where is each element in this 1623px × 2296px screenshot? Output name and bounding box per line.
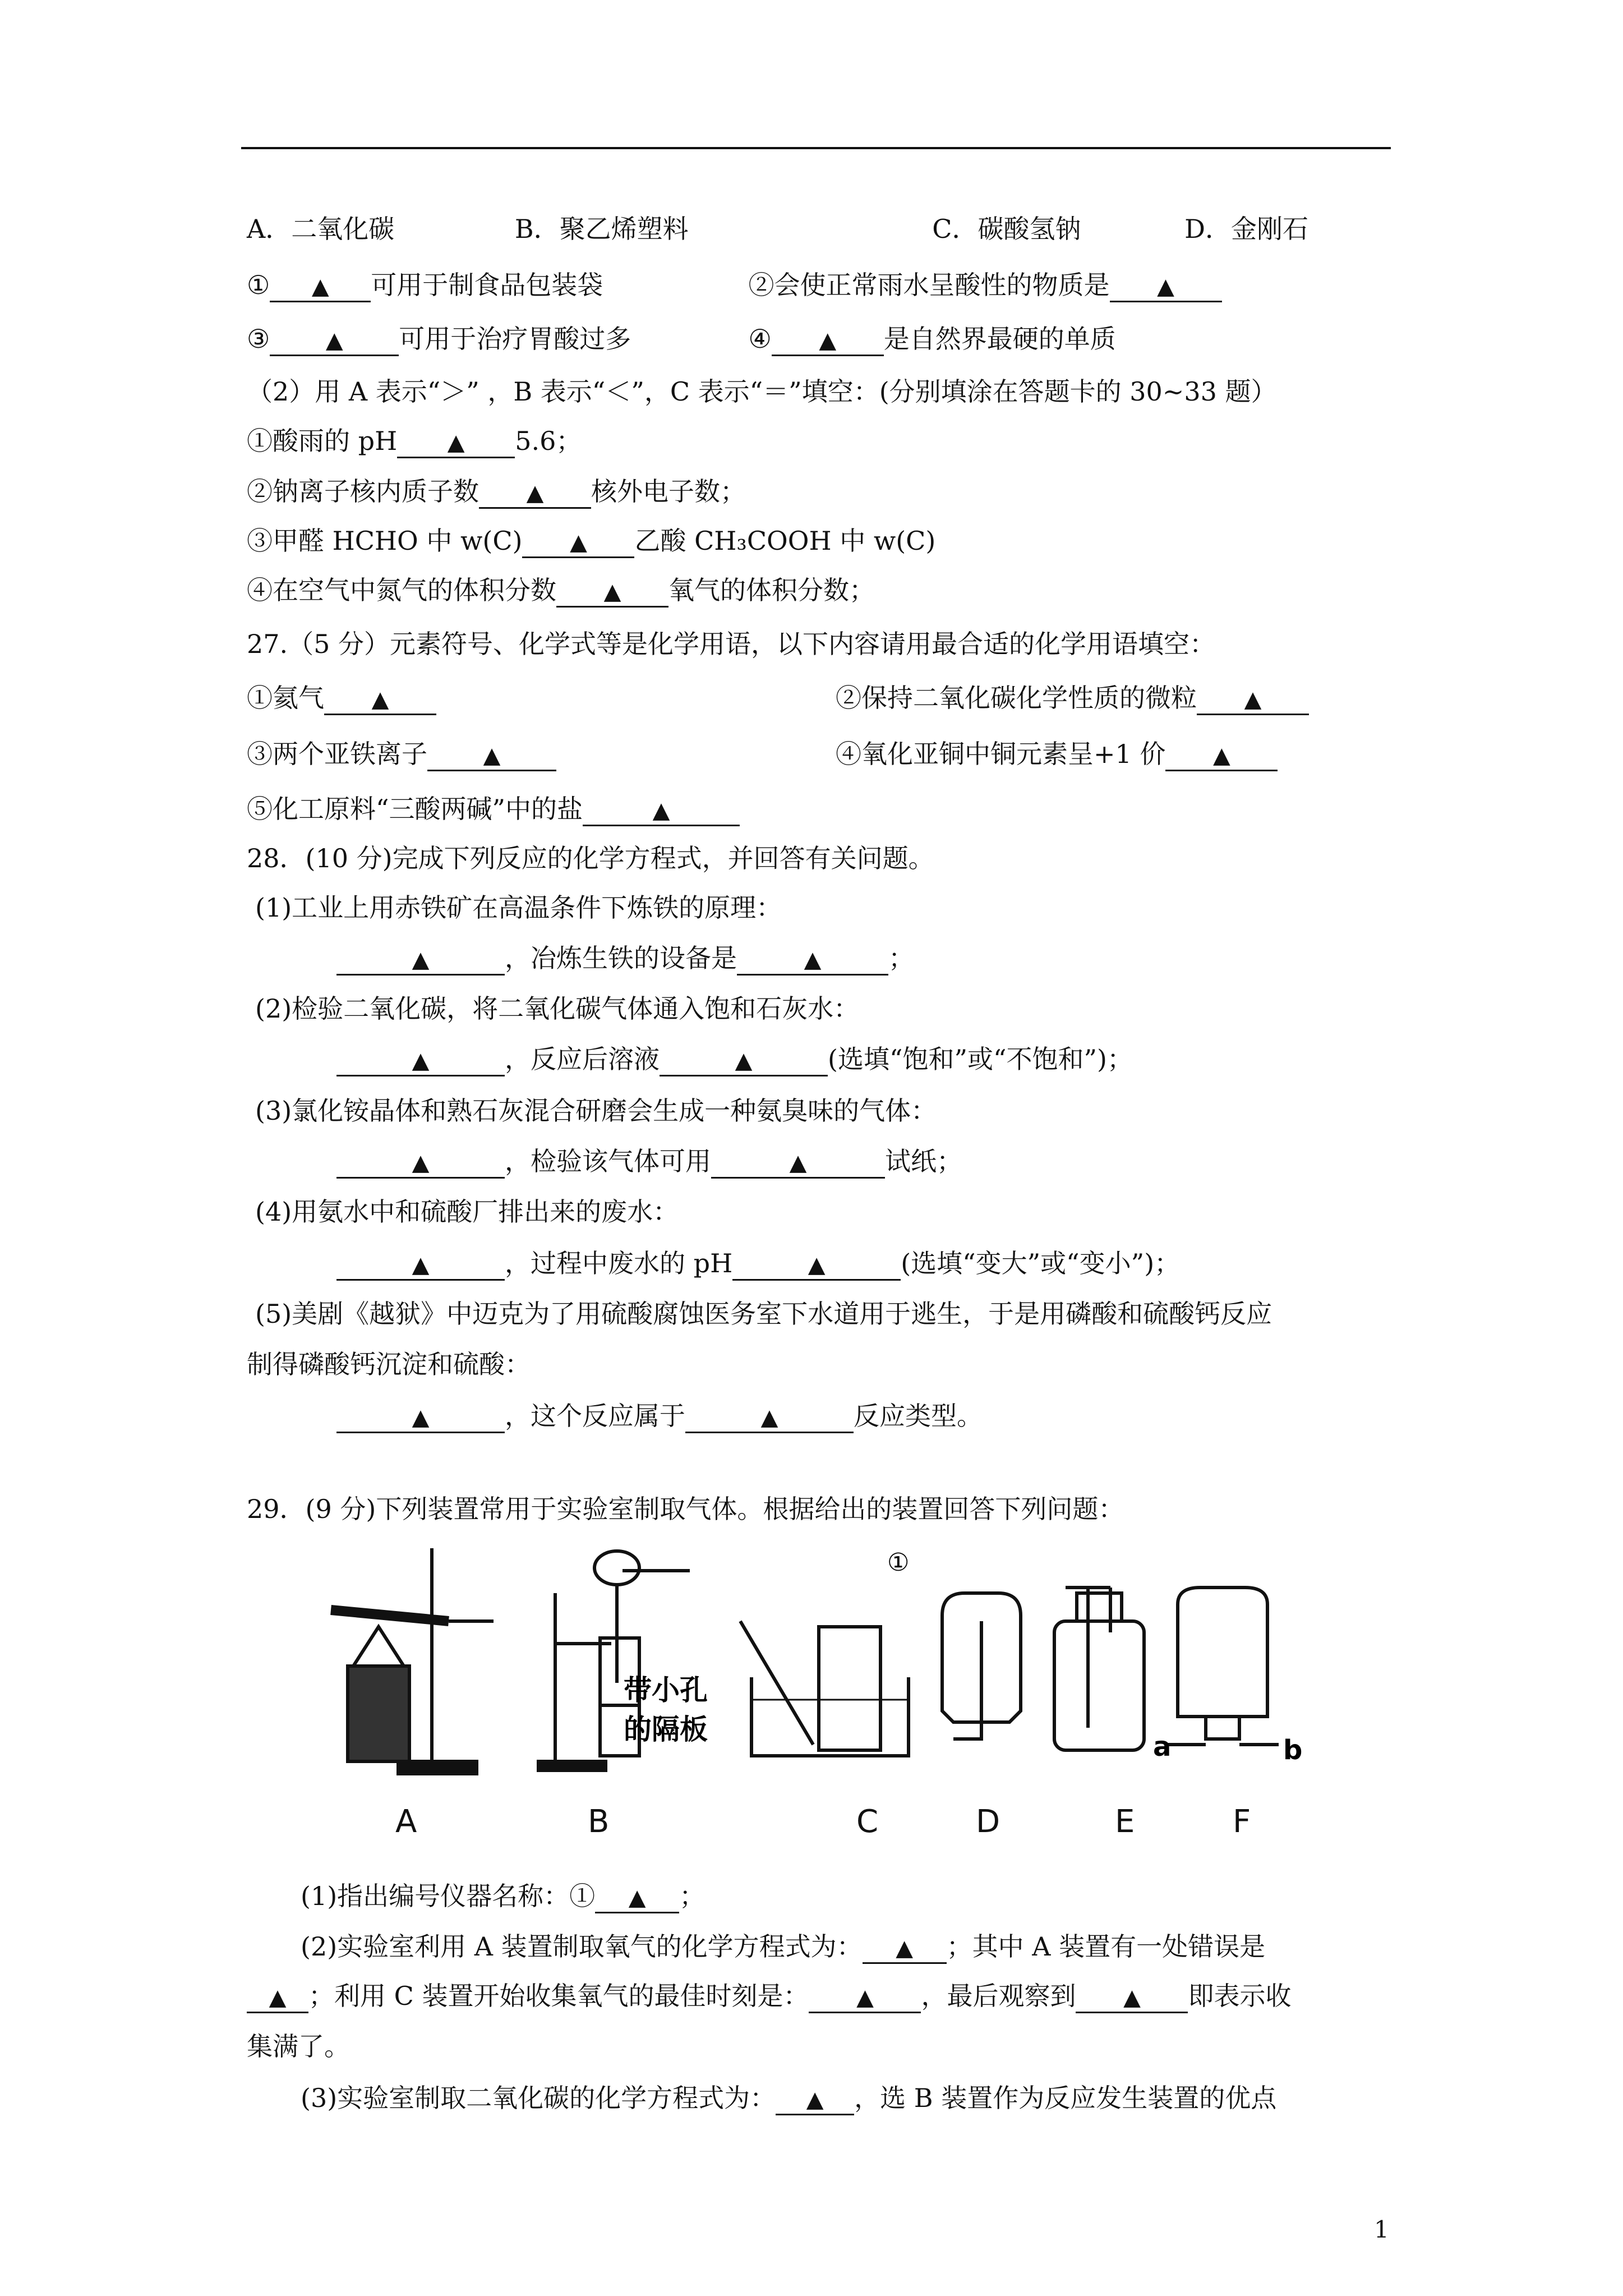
answer-blank[interactable] [1110,271,1222,302]
triangle-icon: ▲ [526,480,544,506]
triangle-icon: ▲ [412,1405,430,1430]
partition-label-2: 的隔板 [624,1713,708,1746]
q27-row2 [247,737,556,771]
partition-label-1: 带小孔 [624,1674,708,1706]
q27-row2-right [836,737,1278,771]
answer-blank[interactable] [583,795,740,826]
item-marker: ③ [247,324,270,354]
figure-label-d: D [976,1803,1000,1840]
triangle-icon: ▲ [806,2087,824,2113]
q26-p2-item-2 [247,475,746,509]
answer-blank[interactable] [732,1249,901,1281]
item-text: 可用于治疗胃酸过多 [399,324,631,354]
answer-blank[interactable] [595,1882,679,1913]
q26-p2-item-4 [247,573,875,608]
q26-p2-intro: （2）用 A 表示“＞” ，B 表示“＜”，C 表示“＝”填空：(分别填涂在答题卡的 30~33 题） [247,376,1277,407]
item-text: ④氧化亚铜中铜元素呈+1 价 [836,739,1166,769]
item-text: ； [888,943,914,973]
q28-s1-answer [336,941,914,976]
triangle-icon: ▲ [1157,274,1174,300]
answer-blank[interactable] [711,1147,885,1179]
q26-p2-item-3 [247,524,935,558]
answer-blank[interactable] [1165,740,1278,771]
q28-s3-answer [336,1144,962,1179]
item-text: (1)指出编号仪器名称：① [301,1881,596,1911]
apparatus-e [1054,1588,1144,1750]
triangle-icon: ▲ [1123,1985,1141,2010]
q28-s2-answer [336,1042,1133,1076]
q26-p2-item-1 [247,424,582,458]
answer-blank[interactable] [270,271,371,302]
item-text: ，冶炼生铁的设备是 [505,943,737,973]
triangle-icon: ▲ [412,1048,430,1074]
q26-p1-row2 [247,322,1116,356]
q27-title: 27.（5 分）元素符号、化学式等是化学用语，以下内容请用最合适的化学用语填空： [247,629,1216,659]
item-text: ③甲醛 HCHO 中 w(C) [247,526,523,556]
q28-s3: (3)氯化铵晶体和熟石灰混合研磨会生成一种氨臭味的气体： [255,1096,937,1126]
answer-blank[interactable] [660,1045,828,1076]
item-text: ；其中 A 装置有一处错误是 [946,1931,1266,1962]
option-c: C．碳酸氢钠 [932,214,1081,244]
triangle-icon: ▲ [628,1885,646,1911]
figure-label-e: E [1115,1803,1135,1840]
triangle-icon: ▲ [652,798,670,823]
answer-blank[interactable] [1076,1982,1188,2013]
item-text: ⑤化工原料“三酸两碱”中的盐 [247,794,583,824]
triangle-icon: ▲ [447,430,465,455]
item-text: (选填“变大”或“变小”)； [901,1248,1181,1278]
triangle-icon: ▲ [856,1985,874,2010]
item-marker: ① [247,270,270,300]
port-a-label: a [1153,1731,1172,1763]
item-text: (2)实验室利用 A 装置制取氧气的化学方程式为： [301,1931,863,1962]
option-d: D．金刚石 [1184,214,1309,244]
q27-row1-right [836,681,1309,715]
q26-p1-row1 [247,268,1222,302]
triangle-icon: ▲ [1213,743,1230,769]
figure-label-b: B [588,1803,610,1840]
item-text: ，过程中废水的 pH [505,1248,733,1278]
figure-label-f: F [1233,1803,1251,1840]
item-text: ；利用 C 装置开始收集氧气的最佳时刻是： [308,1981,809,2011]
answer-blank[interactable] [863,1932,947,1964]
option-a: A．二氧化碳 [247,214,395,244]
answer-blank[interactable] [522,527,634,558]
triangle-icon: ▲ [735,1048,753,1074]
answer-blank[interactable] [336,1147,505,1179]
item-text: ，选 B 装置作为反应发生装置的优点 [854,2083,1277,2113]
q28-s4-answer [336,1246,1180,1281]
q28-s5-answer [336,1399,983,1433]
figure-label-a: A [395,1803,417,1840]
answer-blank[interactable] [772,325,884,356]
item-text: 试纸； [885,1146,962,1176]
item-marker: ④ [748,324,772,354]
answer-blank[interactable] [336,944,505,976]
answer-blank[interactable] [336,1402,505,1433]
q27-row3 [247,792,740,826]
item-text: ； [679,1881,706,1911]
answer-blank[interactable] [270,325,399,356]
port-b-label: b [1283,1734,1303,1766]
apparatus-a [331,1548,494,1774]
q28-s5-line1: (5)美剧《越狱》中迈克为了用硫酸腐蚀医务室下水道用于逃生，于是用磷酸和硫酸钙反应 [255,1299,1272,1329]
answer-blank[interactable] [685,1402,854,1433]
apparatus-c [740,1621,909,1756]
q29-s3 [301,2081,1276,2115]
q28-s5-line2: 制得磷酸钙沉淀和硫酸： [247,1349,531,1379]
q29-title: 29．(9 分)下列装置常用于实验室制取气体。根据给出的装置回答下列问题： [247,1494,1124,1524]
answer-blank[interactable] [247,1982,308,2013]
item-text: 是自然界最硬的单质 [883,324,1116,354]
q26-options [247,212,1308,246]
item-text: ②会使正常雨水呈酸性的物质是 [748,270,1110,300]
triangle-icon: ▲ [760,1405,778,1430]
item-text: ，最后观察到 [921,1981,1076,2011]
q29-s1 [301,1879,705,1913]
item-text: (选填“饱和”或“不饱和”)； [828,1044,1133,1074]
item-text: ，这个反应属于 [505,1401,685,1431]
triangle-icon: ▲ [819,328,837,353]
triangle-icon: ▲ [1244,687,1262,712]
q28-title: 28．(10 分)完成下列反应的化学方程式，并回答有关问题。 [247,843,934,873]
item-text: ④在空气中氮气的体积分数 [247,575,556,605]
header-rule [241,147,1391,149]
triangle-icon: ▲ [603,579,621,605]
apparatus-f [1166,1588,1279,1745]
answer-blank[interactable] [556,576,668,608]
triangle-icon: ▲ [311,274,329,300]
item-text: ②保持二氧化碳化学性质的微粒 [836,683,1197,713]
triangle-icon: ▲ [371,687,389,712]
item-text: 5.6； [515,426,582,456]
triangle-icon: ▲ [412,947,430,973]
option-b: B．聚乙烯塑料 [514,214,689,244]
answer-blank[interactable] [809,1982,921,2013]
triangle-icon: ▲ [412,1252,430,1278]
item-text: (3)实验室制取二氧化碳的化学方程式为： [301,2083,776,2113]
q28-s4: (4)用氨水中和硫酸厂排出来的废水： [255,1197,679,1227]
apparatus-d [942,1593,1021,1739]
answer-blank[interactable] [479,477,591,509]
triangle-icon: ▲ [896,1935,913,1961]
triangle-icon: ▲ [804,947,822,973]
item-text: ①酸雨的 pH [247,426,398,456]
q29-s2-line1 [301,1930,1265,1964]
answer-blank[interactable] [737,944,888,976]
figure-marker: ① [887,1548,910,1577]
item-text: ③两个亚铁离子 [247,739,427,769]
item-text: 核外电子数； [591,476,746,507]
figure-label-c: C [856,1803,879,1840]
answer-blank[interactable] [397,427,515,458]
triangle-icon: ▲ [325,328,343,353]
item-text: 反应类型。 [854,1401,983,1431]
item-text: ，反应后溶液 [505,1044,660,1074]
item-text: 氧气的体积分数； [668,575,875,605]
item-text: ②钠离子核内质子数 [247,476,479,507]
item-text: 乙酸 CH₃COOH 中 w(C) [634,526,936,556]
item-text: ①氦气 [247,683,324,713]
item-text: ，检验该气体可用 [505,1146,711,1176]
triangle-icon: ▲ [570,530,587,555]
answer-blank[interactable] [427,740,556,771]
q29-s2-line2 [247,1979,1291,2013]
triangle-icon: ▲ [483,743,501,769]
answer-blank[interactable] [336,1249,505,1281]
q29-s2-line3: 集满了。 [247,2031,350,2062]
triangle-icon: ▲ [269,1985,287,2010]
triangle-icon: ▲ [789,1150,807,1176]
answer-blank[interactable] [776,2084,854,2115]
q27-row1 [247,681,436,715]
apparatus-figure [314,1537,1324,1851]
answer-blank[interactable] [1197,684,1309,715]
item-text: 即表示收 [1188,1981,1292,2011]
answer-blank[interactable] [336,1045,505,1076]
triangle-icon: ▲ [808,1252,826,1278]
q28-s2: (2)检验二氧化碳，将二氧化碳气体通入饱和石灰水： [255,993,860,1024]
triangle-icon: ▲ [412,1150,430,1176]
page-number: 1 [1374,2216,1389,2243]
item-text: 可用于制食品包装袋 [371,270,603,300]
answer-blank[interactable] [324,684,436,715]
q28-s1: (1)工业上用赤铁矿在高温条件下炼铁的原理： [255,892,782,923]
